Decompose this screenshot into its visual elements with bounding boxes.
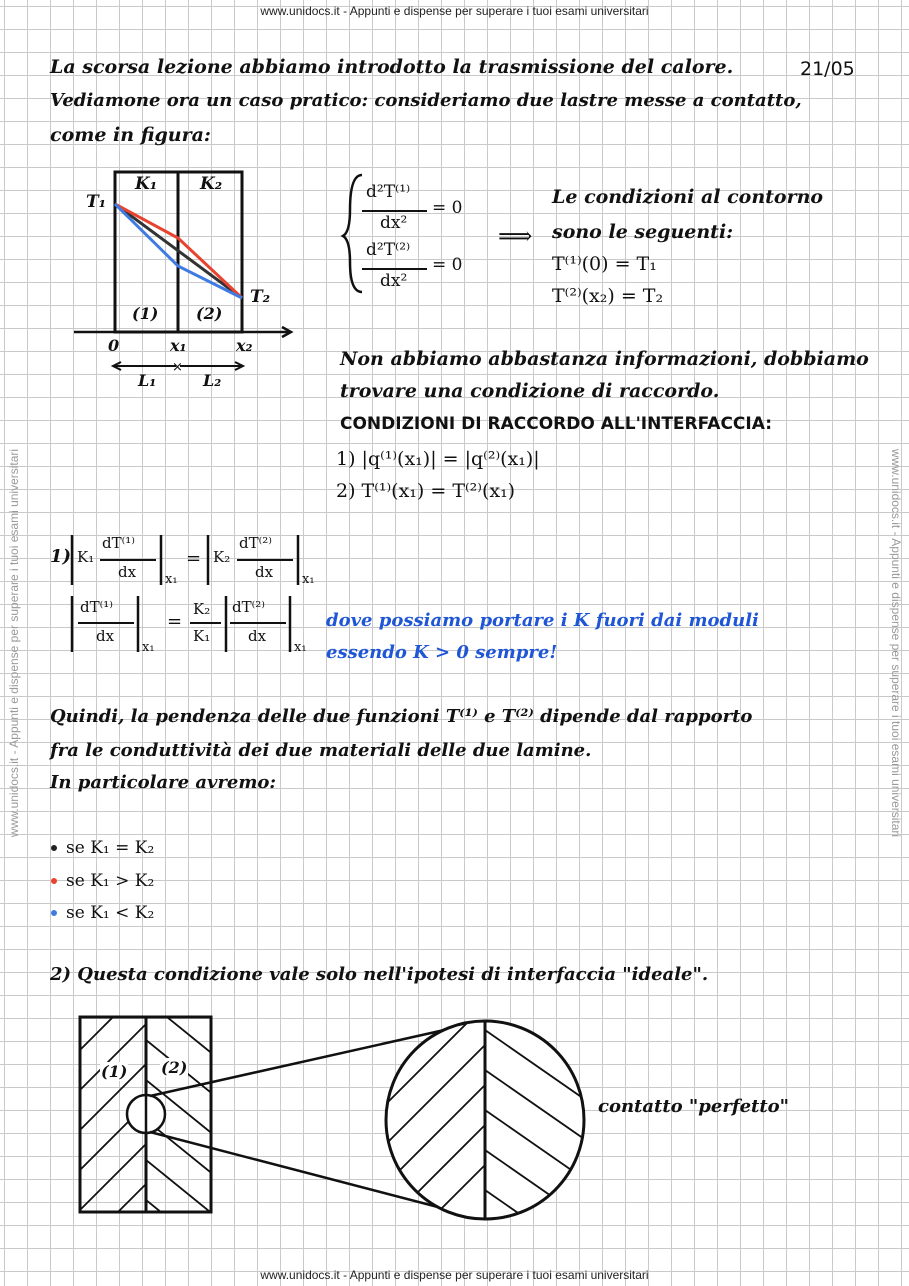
- eq1-denominator: dx²: [380, 213, 408, 233]
- watermark-bottom: www.unidocs.it - Appunti e dispense per superare i tuoi esami universitari: [260, 1268, 649, 1282]
- flux-equals: =: [186, 548, 202, 569]
- case-equal: se K₁ = K₂: [66, 838, 155, 858]
- watermark-top: www.unidocs.it - Appunti e dispense per superare i tuoi esami universitari: [260, 4, 649, 18]
- label-x0: 0: [108, 336, 120, 355]
- boundary-line-1: Le condizioni al contorno: [552, 186, 824, 208]
- flux-label: 1): [50, 546, 72, 567]
- label-k2: K₂: [200, 174, 223, 194]
- case-bullet-equal-icon: [51, 845, 57, 851]
- label-l1: L₁: [138, 371, 157, 390]
- interface-line-2: trovare una condizione di raccordo.: [340, 380, 720, 402]
- watermark-right: www.unidocs.it - Appunti e dispense per superare i tuoi esami universitari: [889, 448, 903, 838]
- flux-d-sub: x₁: [294, 640, 307, 655]
- case-less: se K₁ < K₂: [66, 903, 155, 923]
- flux-note-2: essendo K > 0 sempre!: [326, 642, 558, 663]
- ideal-statement: 2) Questa condizione vale solo nell'ipotesi di interfaccia "ideale".: [50, 964, 709, 985]
- label-t1: T₁: [86, 192, 107, 212]
- case-bullet-greater-icon: [51, 878, 57, 884]
- eq1-numerator: d²T⁽¹⁾: [366, 182, 411, 202]
- label-t2: T₂: [250, 287, 271, 307]
- label-x1: x₁: [170, 336, 187, 355]
- watermark-left: www.unidocs.it - Appunti e dispense per superare i tuoi esami universitari: [7, 448, 21, 838]
- label-region-1: (1): [132, 304, 159, 323]
- implies-arrow-icon: ⟹: [498, 222, 533, 250]
- intro-line-2: Vediamone ora un caso pratico: consideriamo due lastre messe a contatto,: [50, 90, 802, 111]
- label-x2: x₂: [236, 336, 253, 355]
- flux-a-k: K₁: [77, 548, 95, 566]
- interface-heading: CONDIZIONI DI RACCORDO ALL'INTERFACCIA:: [340, 414, 772, 434]
- eq2-rhs: = 0: [432, 255, 463, 275]
- flux-a-sub: x₁: [165, 572, 178, 587]
- flux-c-sub: x₁: [142, 640, 155, 655]
- flux-b-sub: x₁: [302, 572, 315, 587]
- boundary-line-2: sono le seguenti:: [552, 221, 734, 243]
- flux-ratio-den: K₁: [193, 627, 211, 645]
- interface-cond-2: 2) T⁽¹⁾(x₁) = T⁽²⁾(x₁): [336, 480, 516, 502]
- intro-line-1: La scorsa lezione abbiamo introdotto la trasmissione del calore.: [50, 56, 734, 78]
- contact-label: contatto "perfetto": [598, 1096, 790, 1117]
- boundary-cond-2: T⁽²⁾(x₂) = T₂: [552, 285, 664, 307]
- eq2-numerator: d²T⁽²⁾: [366, 240, 411, 260]
- flux-c-num: dT⁽¹⁾: [80, 598, 113, 616]
- flux-d-den: dx: [248, 627, 267, 645]
- interface-diagram: [60, 950, 600, 1286]
- flux-equals-2: =: [167, 611, 183, 632]
- eq2-denominator: dx²: [380, 271, 408, 291]
- flux-b-den: dx: [255, 563, 274, 581]
- interface-region-2: (2): [161, 1058, 188, 1077]
- interface-cond-1: 1) |q⁽¹⁾(x₁)| = |q⁽²⁾(x₁)|: [336, 448, 540, 470]
- intro-line-3: come in figura:: [50, 124, 211, 146]
- label-region-2: (2): [196, 304, 223, 323]
- date: 21/05: [800, 58, 855, 80]
- slope-line-2: fra le conduttività dei due materiali delle due lamine.: [50, 740, 592, 761]
- label-k1: K₁: [135, 174, 158, 194]
- flux-ratio-num: K₂: [193, 600, 211, 618]
- system-brace: [343, 175, 362, 292]
- slope-line-3: In particolare avremo:: [50, 772, 277, 793]
- interface-region-1: (1): [101, 1062, 128, 1081]
- flux-b-k: K₂: [213, 548, 231, 566]
- flux-a-num: dT⁽¹⁾: [102, 534, 135, 552]
- label-l2: L₂: [203, 371, 222, 390]
- flux-d-num: dT⁽²⁾: [232, 598, 265, 616]
- flux-b-num: dT⁽²⁾: [239, 534, 272, 552]
- flux-a-den: dx: [118, 563, 137, 581]
- flux-note-1: dove possiamo portare i K fuori dai moduli: [326, 610, 759, 631]
- svg-text:×: ×: [172, 360, 183, 375]
- interface-line-1: Non abbiamo abbastanza informazioni, dobbiamo: [340, 348, 869, 370]
- eq1-rhs: = 0: [432, 198, 463, 218]
- boundary-cond-1: T⁽¹⁾(0) = T₁: [552, 253, 657, 275]
- slope-line-1: Quindi, la pendenza delle due funzioni T⁽¹⁾ e T⁽²⁾ dipende dal rapporto: [50, 706, 753, 727]
- case-greater: se K₁ > K₂: [66, 871, 155, 891]
- case-bullet-less-icon: [51, 910, 57, 916]
- flux-c-den: dx: [96, 627, 115, 645]
